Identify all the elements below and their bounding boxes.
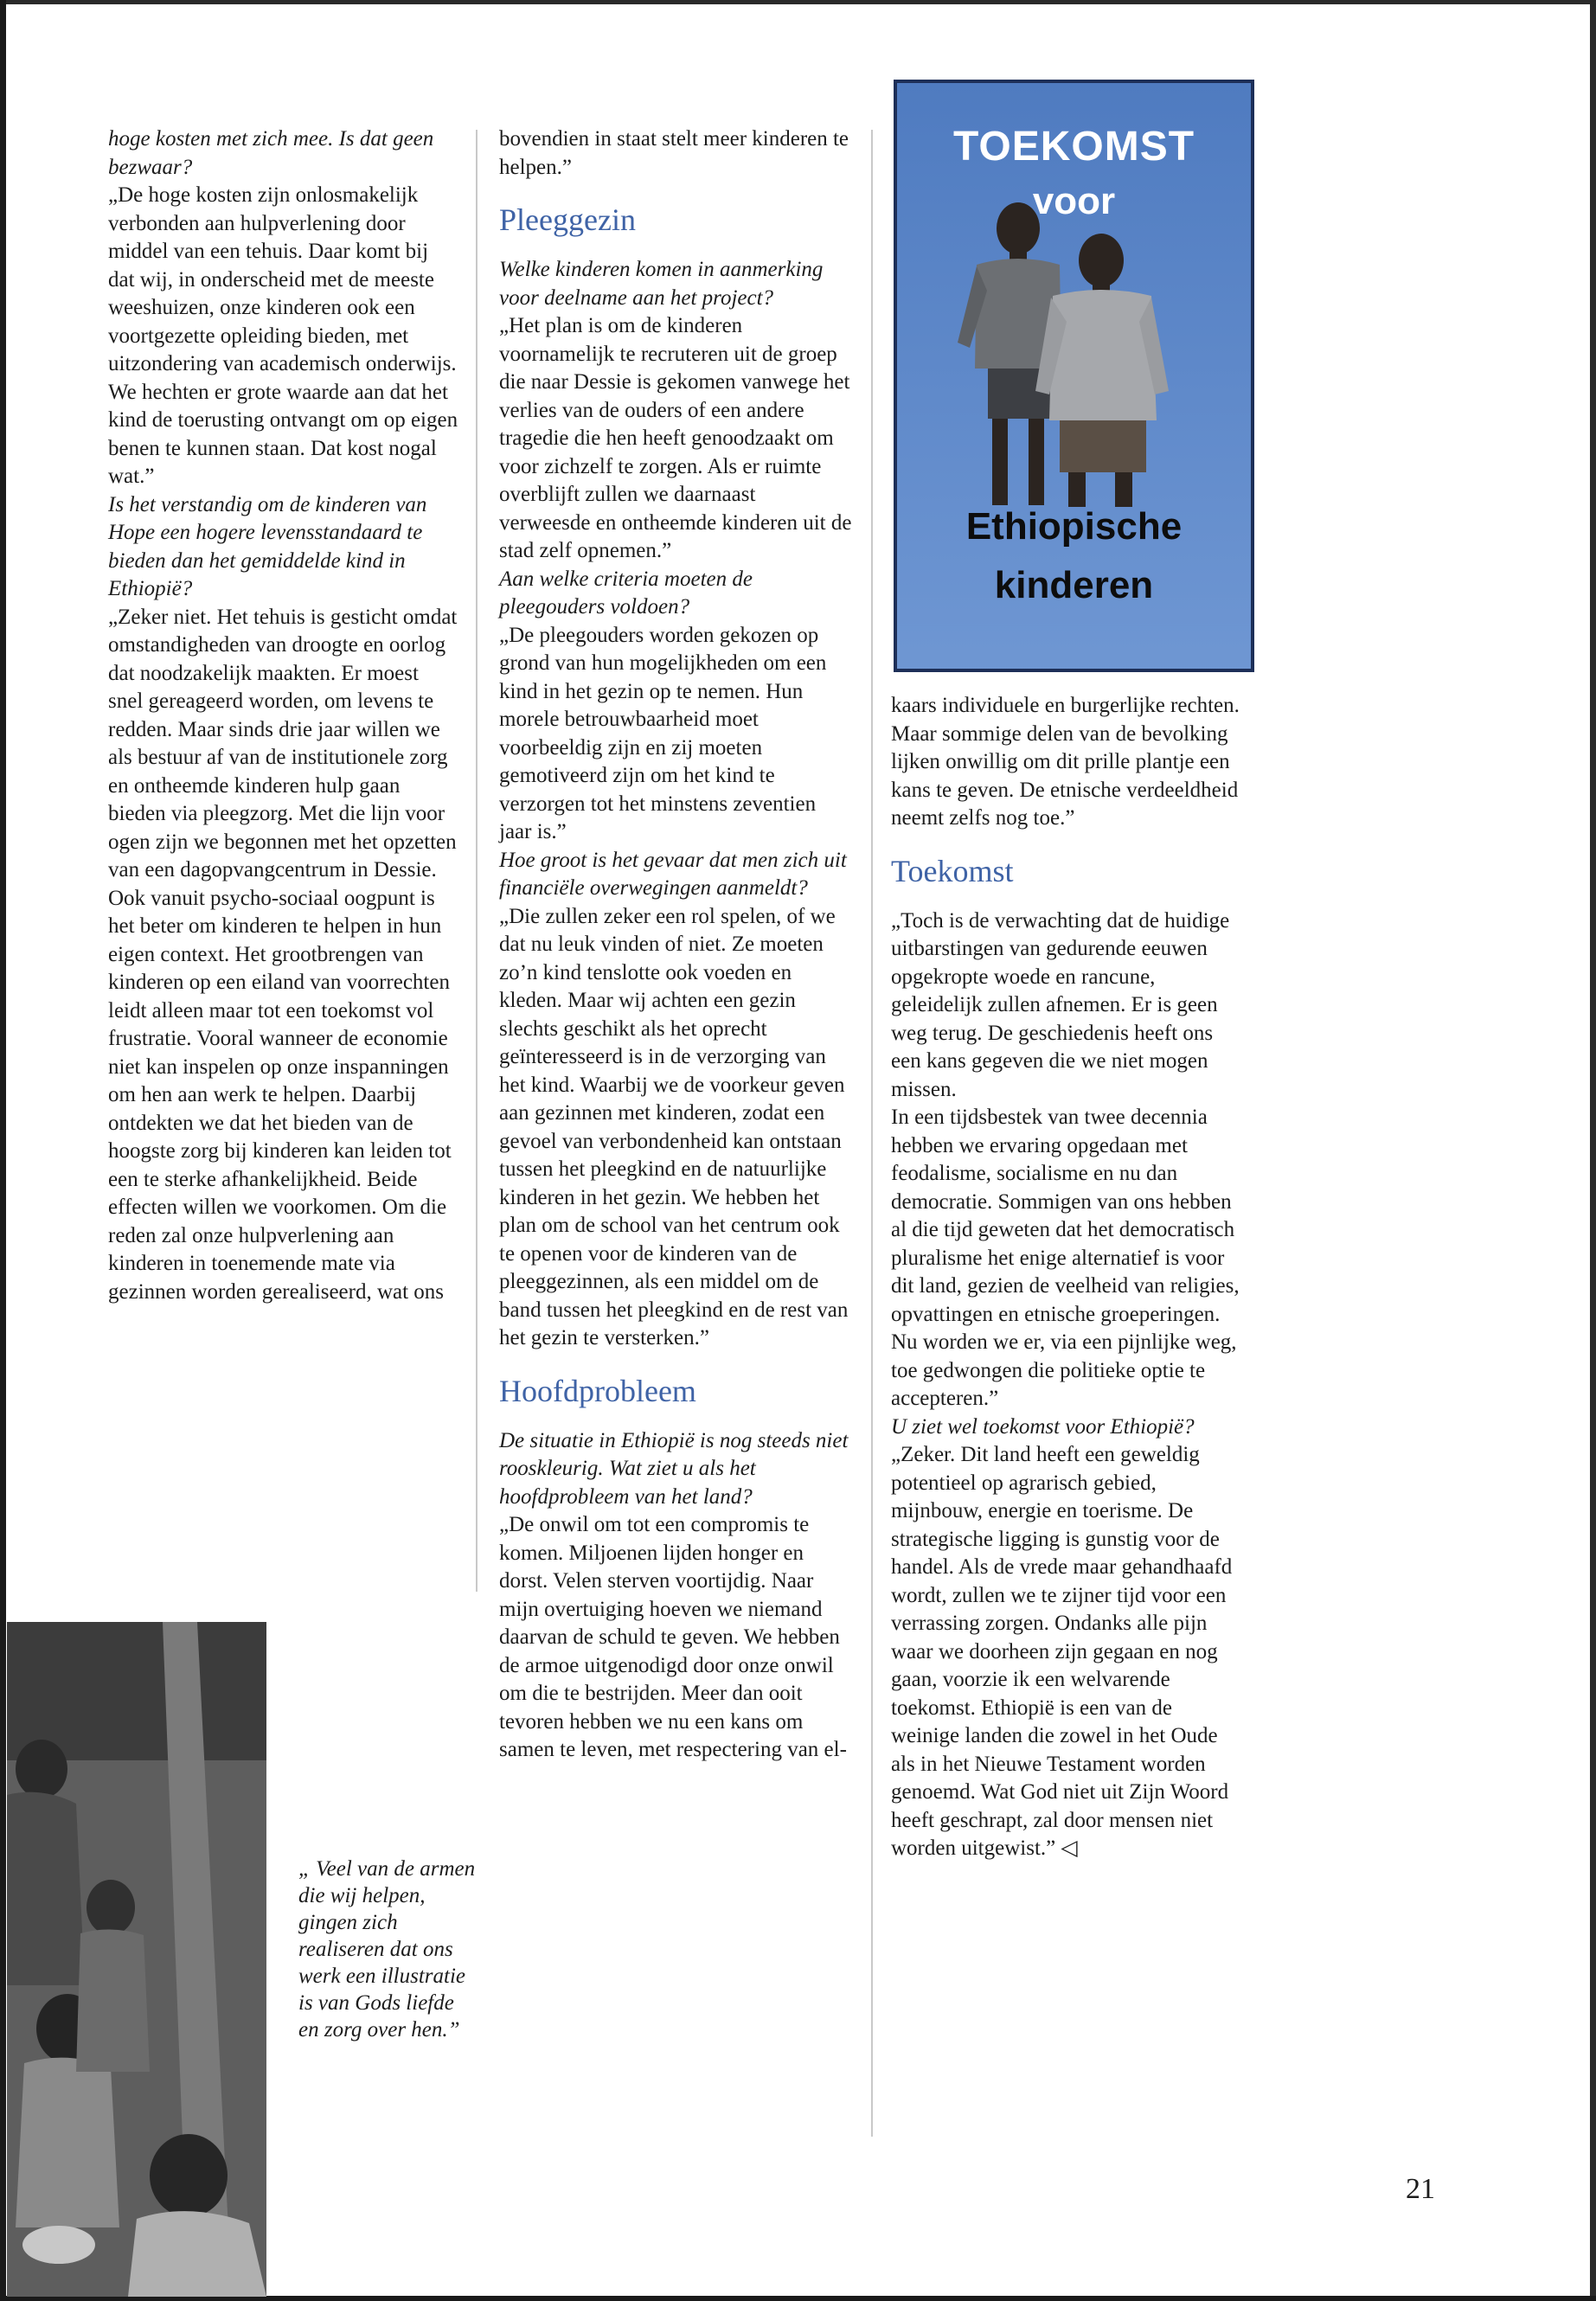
article-column-1 xyxy=(108,125,458,1306)
interview-answer: „Zeker. Dit land heeft een geweldig potentieel op agrarisch gebied, mijnbouw, energie en toerisme. De strategische ligging is gunstig voor de handel. Als de vrede maar gehandhaafd wordt, zullen we te zijner tijd voor een verrassing zorgen. Ondanks alle pijn waar we doorheen zijn gegaan en nog gaan, voorzie ik een welvarende toekomst. Ethiopië is een van de weinige landen die zowel in het Oude als in het Nieuwe Testament worden genoemd. Wat God niet uit Zijn Woord heeft geschrapt, zal door mensen niet worden uitgewist.” ◁ xyxy=(891,1443,1233,1860)
poster-title-line1: TOEKOMST xyxy=(952,124,1195,170)
column-divider-1 xyxy=(476,130,478,1592)
page-edge-left xyxy=(0,0,6,2301)
poster-title-line3: Ethiopische xyxy=(965,505,1183,548)
interview-answer: „De hoge kosten zijn onlosmakelijk verbonden aan hulpverlening door middel van een tehuis. Daar komt bij dat wij, in onderscheid met de meeste weeshuizen, onze kinderen ook een voortgezette opleiding bieden, met uitzondering van academisch onderwijs. We hechten er grote waarde aan dat het kind de toerusting ontvangt om op eigen benen te kunnen staan. Dat kost nogal wat.” xyxy=(108,183,458,488)
crowd-photo xyxy=(7,1622,266,2297)
section-heading-pleeggezin: Pleeggezin xyxy=(499,202,636,237)
interview-answer: „Die zullen zeker een rol spelen, of we dat nu leuk vinden of niet. Ze moeten zo’n kind tenslotte ook voeden en kleden. Maar wij achten een gezin slechts geschikt als het oprecht geïnteresseerd is in de verzorging van het kind. Waarbij we de voorkeur geven aan gezinnen met kinderen, zodat een gevoel van verbondenheid kan ontstaan tussen het pleegkind en de natuurlijke kinderen in het gezin. We hebben het plan om de school van het centrum ook te openen voor de kinderen van de pleeggezinnen, als een middel om de band tussen het pleegkind en de rest van het gezin te versterken.” xyxy=(499,904,849,1349)
interview-answer: „Zeker niet. Het tehuis is gesticht omdat omstandigheden van droogte en oorlog dat noodzakelijk maakten. Er moest snel gereageerd worden, om levens te redden. Maar sinds drie jaar willen we als bestuur af van de institutionele zorg en ontheemde kinderen hulp gaan bieden via pleegzorg. Met die lijn voor ogen zijn we begonnen met het opzetten van een dagopvangcentrum in Dessie. Ook vanuit psycho-sociaal oogpunt is het beter om kinderen te helpen in hun eigen context. Het grootbrengen van kinderen op een eiland van voorrechten leidt alleen maar tot een toekomst vol frustratie. Vooral wanneer de economie niet kan inspelen op onze inspanningen om hen aan werk te helpen. Daarbij ontdekten we dat het bieden van de hoogste zorg bij kinderen kan leiden tot een te sterke afhankelijkheid. Beide effecten willen we voorkomen. Om die reden zal onze hulpverlening aan kinderen in toenemende mate via gezinnen worden gerealiseerd, wat ons xyxy=(108,605,458,1304)
page-edge-right xyxy=(1590,0,1596,2301)
poster-title-line2: voor xyxy=(1032,180,1116,222)
page-edge-top xyxy=(0,0,1596,4)
interview-answer: In een tijdsbestek van twee decennia hebben we ervaring opgedaan met feodalisme, socialisme en nu dan democratie. Sommigen van ons hebben al die tijd geweten dat het democratisch pluralisme het enige alternatief is voor dit land, gezien de veelheid van religies, opvattingen en etnische groeperingen. Nu worden we er, via een pijnlijke weg, toe gedwongen die politieke optie te accepteren.” xyxy=(891,1106,1240,1410)
section-heading-hoofdprobleem: Hoofdprobleem xyxy=(499,1373,696,1408)
article-column-3 xyxy=(891,692,1246,1863)
page-number: 21 xyxy=(1406,2173,1435,2205)
column-intro: kaars individuele en burgerlijke rechten. Maar sommige delen van de bevolking lijken onwillig om dit prille plantje een kans te geven. De etnische verdeeldheid neemt zelfs nog toe.” xyxy=(891,694,1240,830)
interview-answer: „De pleegouders worden gekozen op grond van hun mogelijkheden om een kind in het gezin op te nemen. Hun morele betrouwbaarheid moet voorbeeldig zijn en zij moeten gemotiveerd zijn om het kind te verzorgen tot het minstens zeventien jaar is.” xyxy=(499,623,827,843)
column-intro: bovendien in staat stelt meer kinderen te helpen.” xyxy=(499,127,849,179)
interview-answer: „Toch is de verwachting dat de huidige uitbarstingen van gedurende eeuwen opgekropte woede en rancune, geleidelijk zullen afnemen. Er is geen weg terug. De geschiedenis heeft ons een kans gegeven die we niet mogen missen. xyxy=(891,908,1230,1101)
interview-question: De situatie in Ethiopië is nog steeds niet rooskleurig. Wat ziet u als het hoofdprobleem van het land? xyxy=(499,1428,849,1509)
interview-question: hoge kosten met zich mee. Is dat geen bezwaar? xyxy=(108,127,434,179)
interview-answer: „De onwil om tot een compromis te komen. Miljoenen lijden honger en dorst. Velen sterven voortijdig. Naar mijn overtuiging hoeven we niemand daarvan de schuld te geven. We hebben de armoe uitgenodigd door onze onwil om die te bestrijden. Meer dan ooit tevoren hebben we nu een kans om samen te leven, met respectering van el- xyxy=(499,1513,847,1761)
interview-question: Welke kinderen komen in aanmerking voor deelname aan het project? xyxy=(499,258,824,310)
poster-title-line4: kinderen xyxy=(994,564,1154,606)
interview-question: Is het verstandig om de kinderen van Hope een hogere levensstandaard te bieden dan het gemiddelde kind in Ethiopië? xyxy=(108,492,427,600)
poster-toekomst xyxy=(894,80,1254,672)
interview-answer: „Het plan is om de kinderen voornamelijk te recruteren uit de groep die naar Dessie is gekomen vanwege het verlies van de ouders of een andere tragedie die hen heeft genoodzaakt om voor zichzelf te zorgen. Als er ruimte overblijft zullen we daarnaast verweesde en ontheemde kinderen uit de stad zelf opnemen.” xyxy=(499,314,852,562)
interview-question: Hoe groot is het gevaar dat men zich uit financiële overwegingen aanmeldt? xyxy=(499,848,847,900)
interview-question: Aan welke criteria moeten de pleegouders voldoen? xyxy=(499,567,753,619)
pull-quote: „ Veel van de armen die wij helpen, gingen zich realiseren dat ons werk een illustratie is van Gods liefde en zorg over hen.” xyxy=(298,1857,476,2041)
crowd-photo-illustration xyxy=(7,1622,266,2297)
article-column-2 xyxy=(499,125,852,1765)
section-heading-toekomst: Toekomst xyxy=(891,853,1014,888)
interview-question: U ziet wel toekomst voor Ethiopië? xyxy=(891,1414,1195,1439)
column-divider-2 xyxy=(871,130,873,2137)
